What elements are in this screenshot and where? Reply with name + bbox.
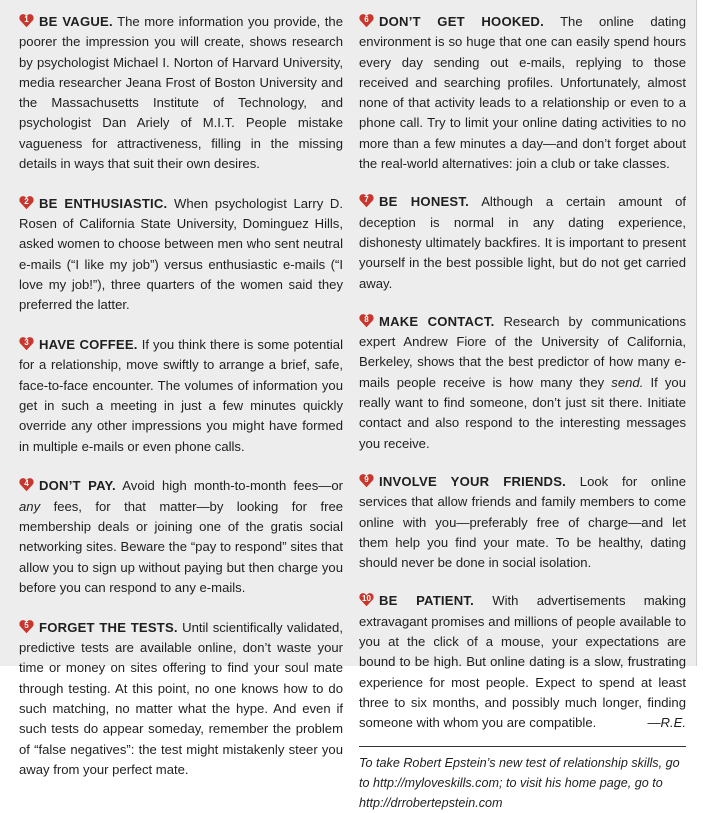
tip-title: DON’T GET HOOKED. (379, 14, 544, 29)
tip-body-emphasis: any (19, 498, 41, 514)
heart-icon (359, 313, 374, 328)
heart-icon (359, 13, 374, 28)
tip-title: FORGET THE TESTS. (39, 619, 178, 635)
tip-title: BE PATIENT. (379, 593, 474, 609)
right-column (359, 12, 686, 813)
tip-number: 8 (364, 314, 369, 324)
tip-number: 5 (24, 620, 29, 630)
tip-2 (19, 194, 343, 316)
heart-icon (19, 336, 34, 351)
tip-7 (359, 192, 686, 293)
left-column (19, 12, 343, 780)
tip-body: With advertisements making extravagant promises and millions of people available to you at the click of a mouse, your expectations are bound to be high. But online dating is a slow, frustrating experience for most people. Expect to spend at least three to six months, and possibly much longer, finding someone with whom you are compatible. (359, 593, 686, 731)
tip-body-a: Avoid high month-to-month fees—or (122, 478, 343, 494)
tip-number: 4 (24, 479, 29, 489)
heart-icon (359, 473, 374, 488)
tip-body: The more information you provide, the poorer the impression you will create, shows research by psychologist Michael I. Norton of Harvard University, media researcher Jeana Frost of Boston University and the Massachusetts Institute of Technology, and psychologist Dan Ariely of M.I.T. People mistake vagueness for attractiveness, filling in the missing details in ways that suit their own desires. (19, 14, 343, 172)
tip-title: BE ENTHUSIASTIC. (39, 195, 168, 211)
tip-number: 6 (364, 15, 369, 24)
tip-body: Although a certain amount of deception is normal in any dating experience, dishonesty ultimately backfires. It is important to present yourself in the best possible light, but do not get carried away. (359, 194, 686, 291)
tip-number: 9 (364, 474, 369, 484)
tip-body: If you think there is some potential for a relationship, move swiftly to arrange a brief, safe, face-to-face encounter. The volumes of information you get in such a meeting in just a few minutes quickly override any other impressions you might have formed in multiple e-mails or even phone calls. (19, 337, 343, 454)
tip-9 (359, 472, 686, 573)
tip-number: 7 (364, 195, 369, 205)
heart-icon (359, 193, 374, 208)
tip-title: BE HONEST. (379, 194, 469, 210)
tip-body-b: If you really want to find someone, don’t just sit there. Initiate contact and also respond to the interesting messages you receive. (359, 374, 686, 451)
author-signature: —R.E. (647, 715, 686, 731)
tip-body: The online dating environment is so huge that one can easily spend hours every day sending out e-mails, replying to those received and searching profiles. Unfortunately, almost none of that activity leads to a relationship or even to a phone call. Try to limit your online dating activities to no more than a few minutes a day—and don’t forget about the real-world alternatives: join a club or take classes. (359, 14, 686, 172)
tip-body: Until scientifically validated, predictive tests are available online, don’t waste your time or money on sites offering to find your soul mate through testing. At this point, no one knows how to do such matching, no matter what the hype. And even if such tests do appear someday, remember the problem of “false negatives”: the test might mistakenly steer you away from your perfect mate. (19, 619, 343, 777)
tip-6 (359, 12, 686, 174)
tip-number: 3 (24, 338, 29, 348)
heart-icon (19, 13, 34, 28)
tip-10 (359, 591, 686, 733)
tip-1 (19, 12, 343, 174)
tip-number: 10 (362, 594, 371, 604)
tip-body-emphasis: send. (611, 374, 644, 390)
tip-title: BE VAGUE. (39, 14, 113, 29)
tip-4 (19, 476, 343, 598)
tip-body: Look for online services that allow friends and family members to come online with you—preferably free of charge—and let them help you find your mate. To be healthy, dating should never be done in social isolation. (359, 473, 686, 571)
tip-number: 2 (24, 196, 29, 206)
tip-title: INVOLVE YOUR FRIENDS. (379, 473, 566, 489)
heart-icon (19, 477, 34, 492)
footer-divider (359, 746, 686, 747)
heart-icon (359, 592, 374, 607)
tip-8 (359, 312, 686, 454)
tip-body-a: Research by communications expert Andrew Fiore of the University of California, Berkeley, shows that the best predictor of how many e-mails people receive is how many they (359, 313, 687, 390)
tip-3 (19, 335, 343, 457)
footer-note: To take Robert Epstein’s new test of relationship skills, go to http://myloveskills.com; to visit his home page, go to http://drrobertepstein.com (359, 755, 680, 810)
tip-body-b: fees, for that matter—by looking for free membership deals or joining one of the gratis social networking sites. Beware the “pay to respond” sites that allow you to sign up without paying but then charge you before you can respond to any e-mails. (19, 498, 344, 595)
heart-icon (19, 195, 34, 210)
heart-icon (19, 619, 34, 634)
tip-title: MAKE CONTACT. (379, 313, 495, 329)
tip-5 (19, 618, 343, 780)
tip-title: DON’T PAY. (39, 478, 116, 494)
tip-body: When psychologist Larry D. Rosen of California State University, Dominguez Hills, asked women to choose between men who sent neutral e-mails (“I like my job”) versus enthusiastic e-mails (“I love my job!”), three quarters of the women said they preferred the latter. (19, 195, 343, 313)
tip-number: 1 (24, 15, 29, 24)
tip-title: HAVE COFFEE. (39, 337, 138, 353)
